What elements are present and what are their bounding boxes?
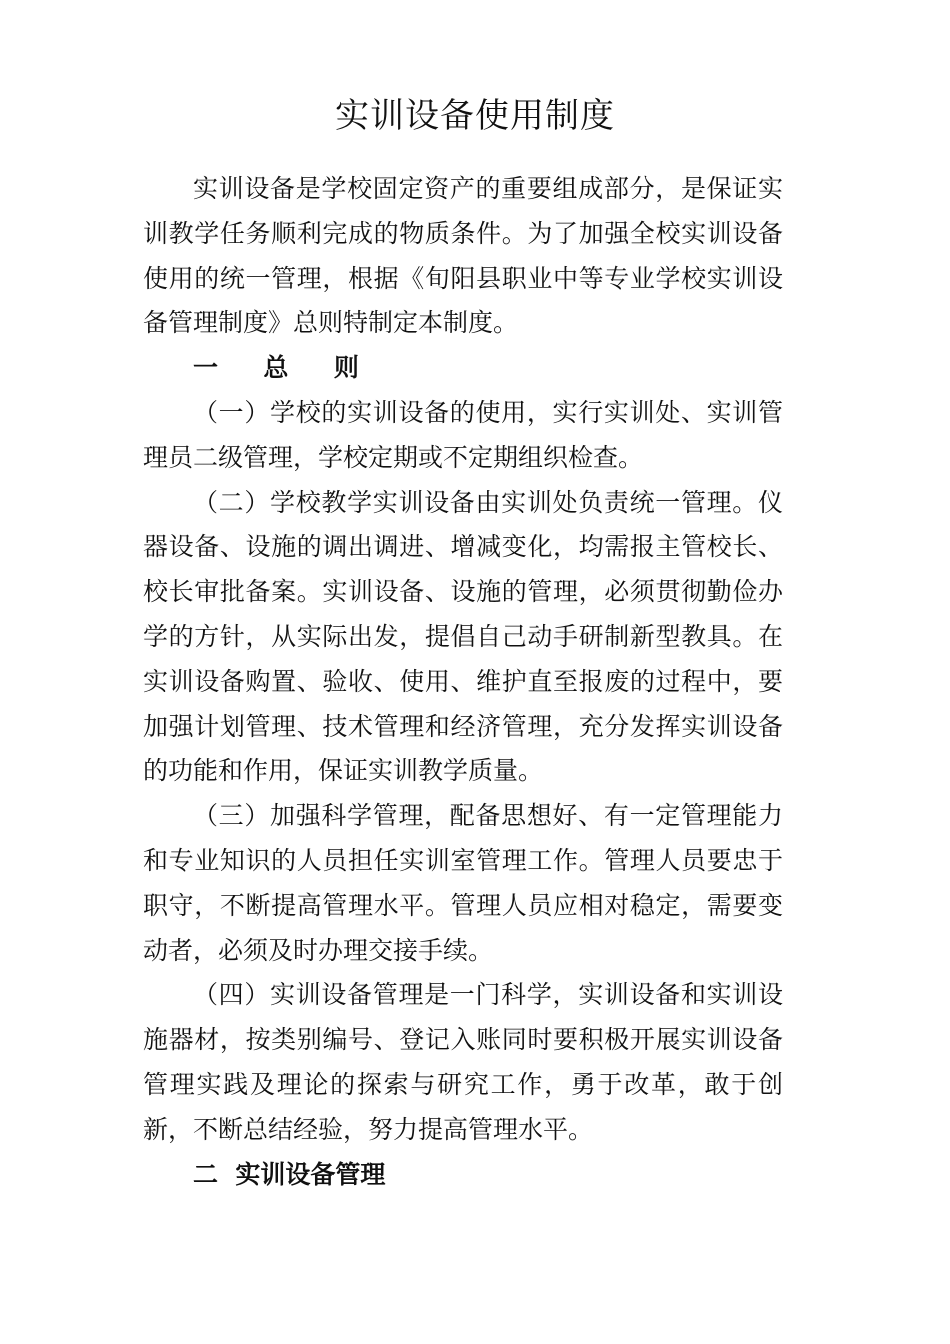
clause-paragraph-3: （三）加强科学管理，配备思想好、有一定管理能力和专业知识的人员担任实训室管理工作。管理人员要忠于职守，不断提高管理水平。管理人员应相对稳定，需要变动者，必须及时办理交接手续。 [143,801,783,965]
section-heading-equipment-management [143,1153,783,1198]
clause-paragraph-2: （二）学校教学实训设备由实训处负责统一管理。仪器设备、设施的调出调进、增减变化，均需报主管校长、校长审批备案。实训设备、设施的管理，必须贯彻勤俭办学的方针，从实际出发，提倡自己动手研制新型教具。在实训设备购置、验收、使用、维护直至报废的过程中，要加强计划管理、技术管理和经济管理，充分发挥实训设备的功能和作用，保证实训教学质量。 [143,487,783,786]
document-title: 实训设备使用制度 [335,96,615,136]
document-body [143,167,783,1197]
section-heading-general-text: 一 总 则 [193,353,359,383]
section-heading-equipment-management-text: 二 实训设备管理 [193,1159,386,1189]
clause-paragraph-4: （四）实训设备管理是一门科学，实训设备和实训设施器材，按类别编号、登记入账同时要积极开展实训设备管理实践及理论的探索与研究工作，勇于改革，敢于创新，不断总结经验，努力提高管理水平。 [143,980,783,1144]
section-heading-general [143,346,783,391]
clause-paragraph-1: （一）学校的实训设备的使用，实行实训处、实训管理员二级管理，学校定期或不定期组织检查。 [143,397,783,472]
intro-paragraph: 实训设备是学校固定资产的重要组成部分，是保证实训教学任务顺利完成的物质条件。为了加强全校实训设备使用的统一管理，根据《旬阳县职业中等专业学校实训设备管理制度》总则特制定本制度。 [143,174,783,338]
